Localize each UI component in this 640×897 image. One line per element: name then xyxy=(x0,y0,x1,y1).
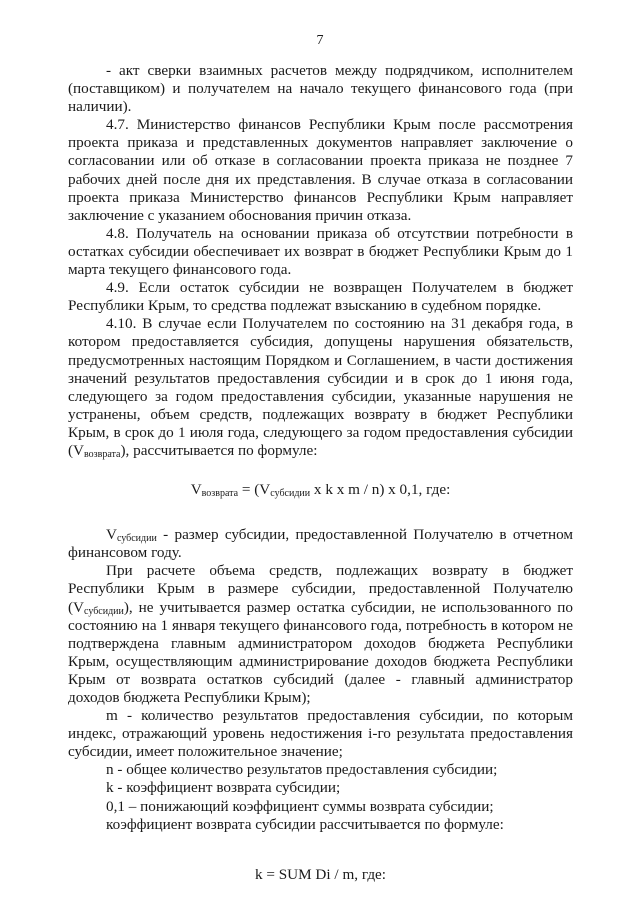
document-body xyxy=(68,62,573,884)
page-number: 7 xyxy=(316,33,324,48)
formula-k: k = SUM Di / m, где: xyxy=(254,865,387,883)
formula-subscript-return: возврата xyxy=(201,488,239,500)
paragraph-4-10-tail: ), рассчитывается по формуле: xyxy=(120,441,318,459)
paragraph-4-7: 4.7. Министерство финансов Республики Крым после рассмотрения проекта приказа и представленных документов направляет заключение о согласовании или об отказе в согласовании проекта приказа не позднее 7 рабочих дней после дня их представления. В случае отказа в согласовании проекта приказа Министерство финансов Республики Крым направляет заключение с указанием обоснования причин отказа. xyxy=(68,116,573,224)
paragraph-4-10-text: 4.10. В случае если Получателем по состоянию на 31 декабря года, в котором предоставляется субсидия, допущены нарушения обязательств, предусмотренных настоящим Порядком и Соглашением, в части достижения значений результатов предоставления субсидии и в срок до 1 июня года, следующего за годом предоставления субсидии, указанные нарушения не устранены, объем средств, подлежащих возврату в бюджет Республики Крым, в срок до 1 июля года, следующего за годом предоставления субсидии (V xyxy=(68,315,573,459)
definition-n: n - общее количество результатов предоставления субсидии; xyxy=(106,761,498,779)
paragraph-4-9: 4.9. Если остаток субсидии не возвращен Получателем в бюджет Республики Крым, то средства подлежат взысканию в судебном порядке. xyxy=(68,279,573,315)
paragraph-k-formula-intro: коэффициент возврата субсидии рассчитывается по формуле: xyxy=(106,815,504,833)
formula-v: V xyxy=(190,481,202,499)
formula-tail: x k x m / n) x 0,1, где: xyxy=(310,481,451,499)
calculation-note-text: При расчете объема средств, подлежащих возврату в бюджет Республики Крым в размере субсидии, предоставленной Получателю (V xyxy=(68,562,573,616)
calculation-note-subscript: субсидии xyxy=(84,605,124,617)
formula-return-volume xyxy=(68,481,573,499)
calculation-note-tail: ), не учитывается размер остатка субсидии, не использованного по состоянию на 1 января текущего финансового года, потребность в котором не подтверждена главным администратором доходов бюджета Республики Крым, осуществляющим администрирование доходов бюджета Республики Крым от возврата остатков субсидий (далее - главный администратор доходов бюджета Республики Крым); xyxy=(68,598,573,706)
definition-v-subsidy xyxy=(68,526,573,562)
paragraph-4-8: 4.8. Получатель на основании приказа об отсутствии потребности в остатках субсидии обеспечивает их возврат в бюджет Республики Крым до 1 марта текущего финансового года. xyxy=(68,224,573,279)
definition-k: k - коэффициент возврата субсидии; xyxy=(106,779,341,797)
paragraph-reconciliation-act: - акт сверки взаимных расчетов между подрядчиком, исполнителем (поставщиком) и получателем на начало текущего финансового года (при наличии). xyxy=(68,62,573,116)
definition-v: V xyxy=(106,526,117,544)
paragraph-4-10 xyxy=(68,315,573,460)
subscript-return: возврата xyxy=(84,448,121,460)
definition-0-1: 0,1 – понижающий коэффициент суммы возврата субсидии; xyxy=(106,797,494,815)
definition-subscript-subsidy: субсидии xyxy=(116,533,157,545)
formula-mid: = (V xyxy=(238,481,271,499)
formula-subscript-subsidy: субсидии xyxy=(270,488,311,500)
paragraph-calculation-note xyxy=(68,562,573,707)
definition-v-text: - размер субсидии, предоставленной Получателю в отчетном финансовом году. xyxy=(68,526,573,562)
definition-m: m - количество результатов предоставления субсидии, по которым индекс, отражающий уровень недостижения i-го результата предоставления субсидии, имеет положительное значение; xyxy=(68,707,573,761)
